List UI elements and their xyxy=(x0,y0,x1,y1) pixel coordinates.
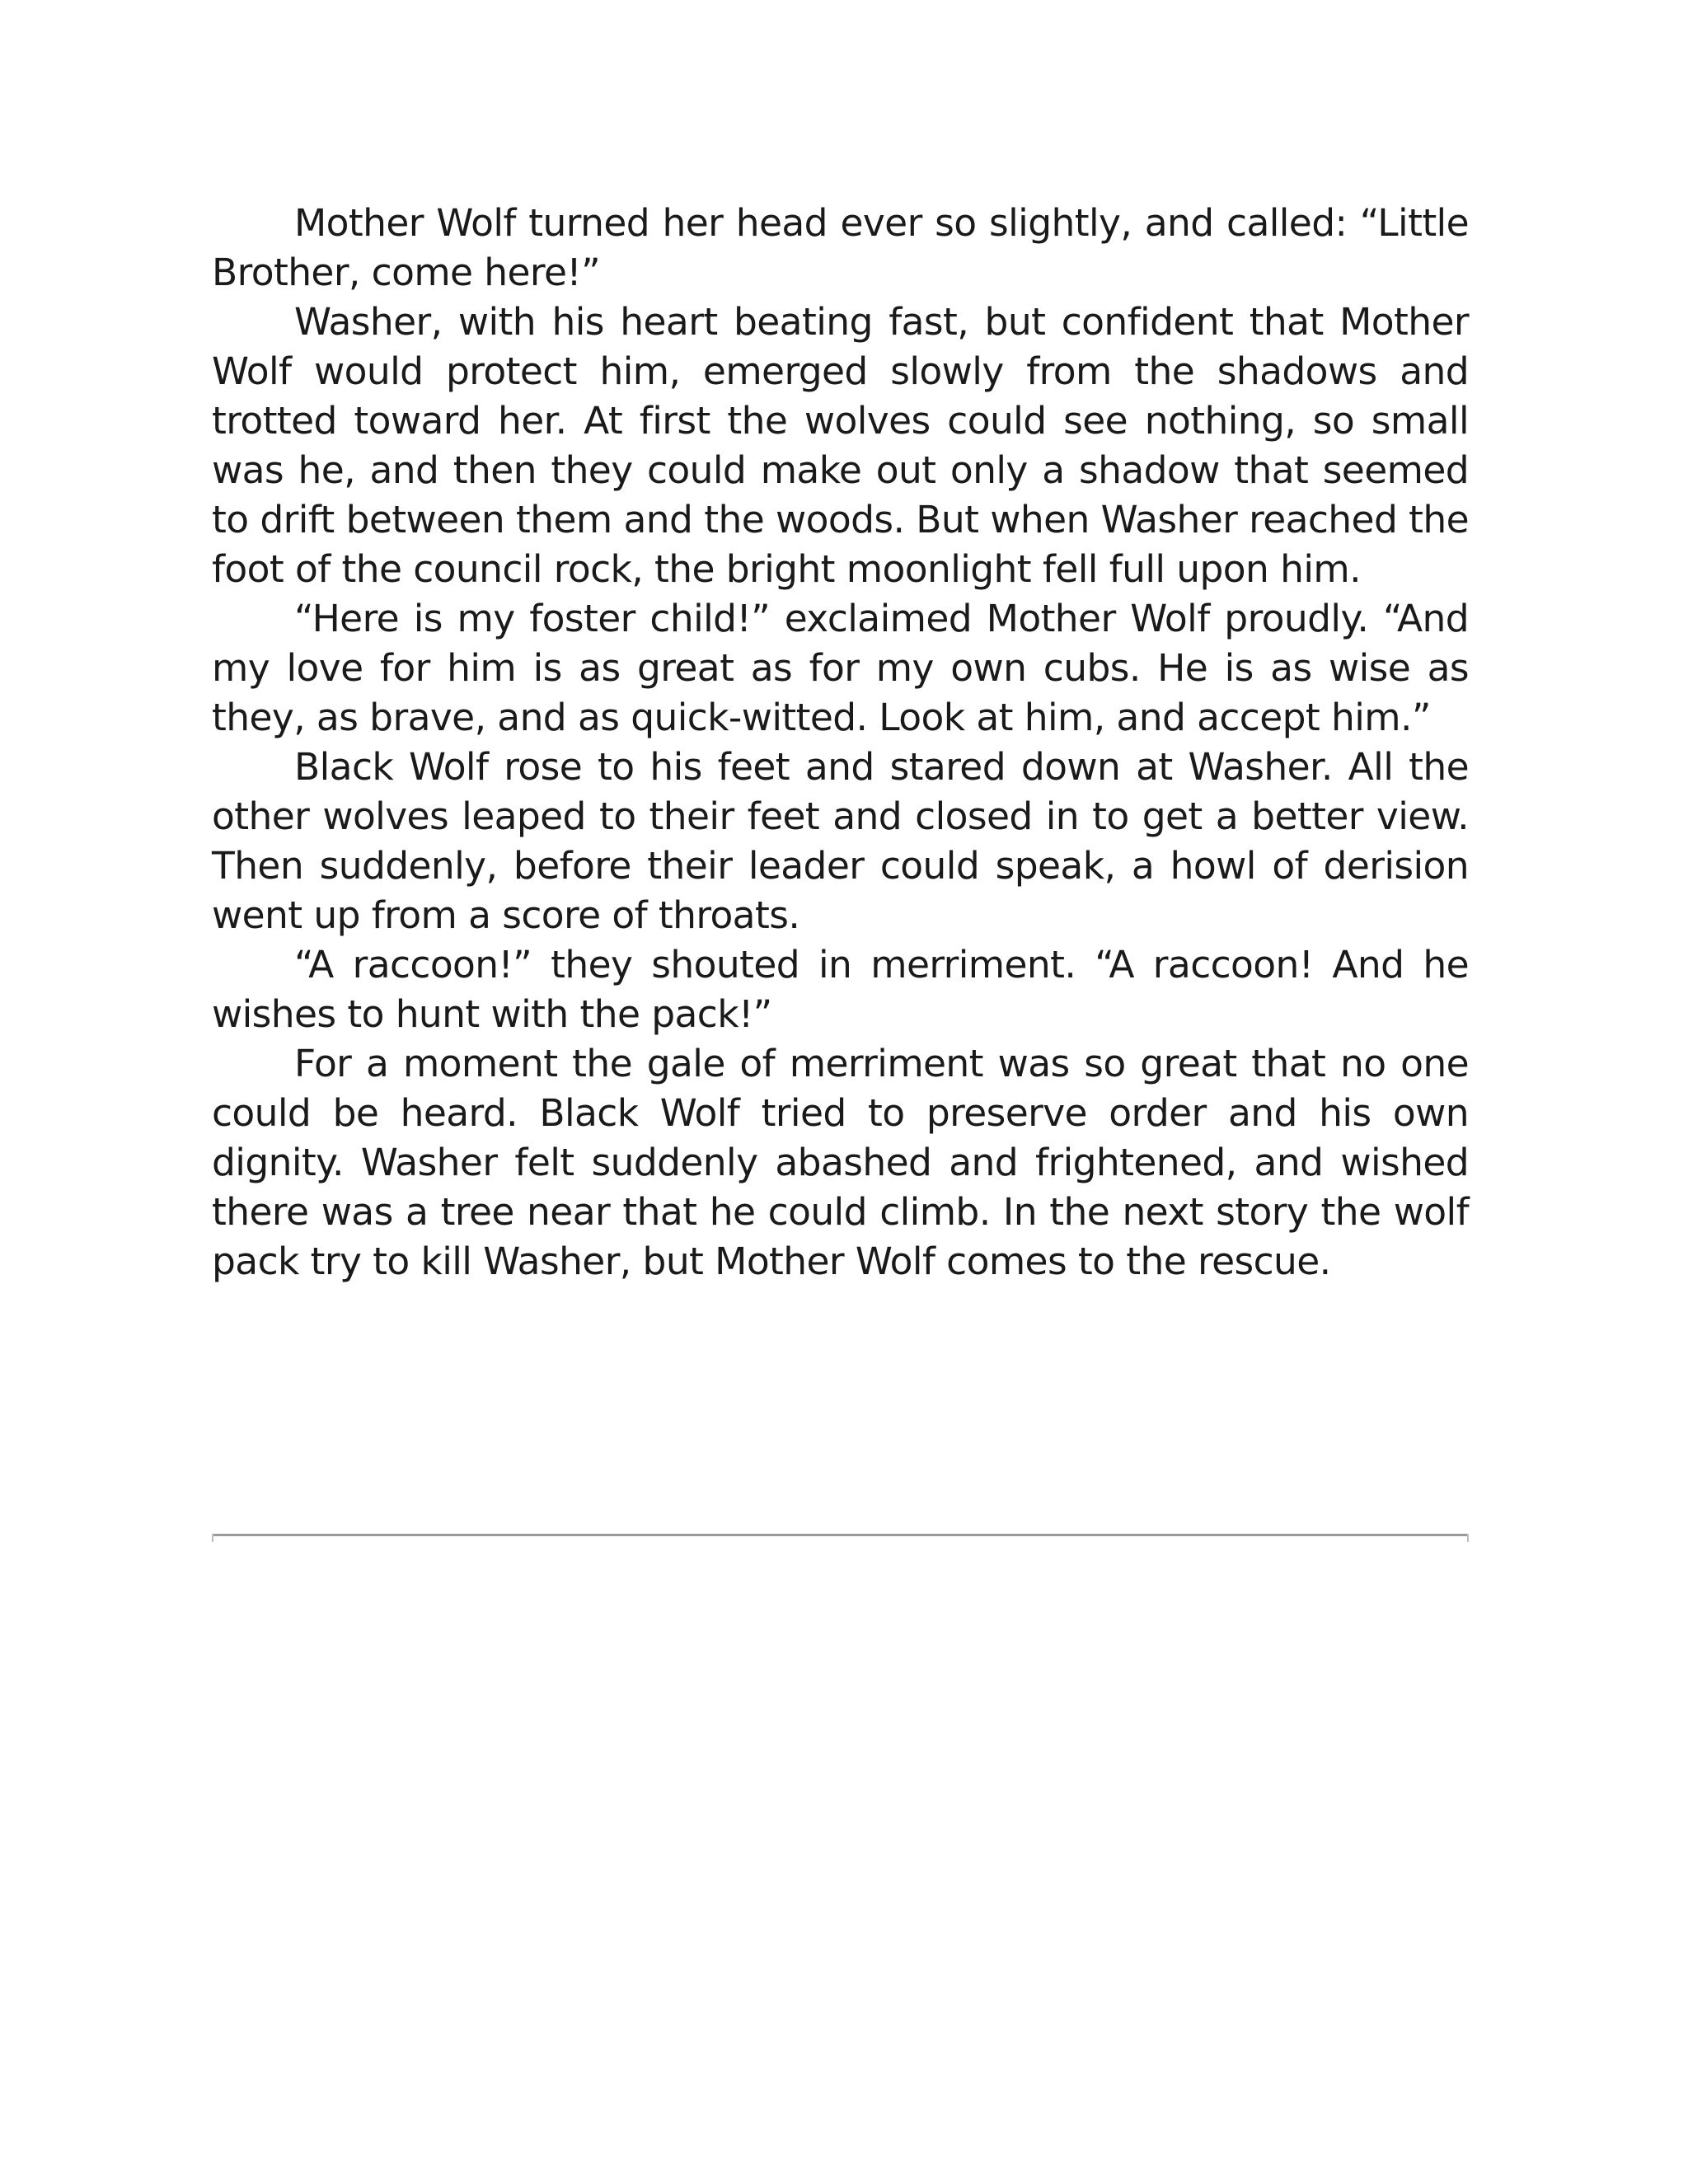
story-text xyxy=(212,199,1469,1286)
paragraph: Black Wolf rose to his feet and stared down at Washer. All the other wolves leaped to their feet and closed in to get a better view. Then suddenly, before their leader could speak, a howl of derision went up from a score of throats. xyxy=(212,745,1469,937)
paragraph: For a moment the gale of merriment was so great that no one could be heard. Black Wolf tried to preserve order and his own dignity. Washer felt suddenly abashed and frightened, and wished there was a tree near that he could climb. In the next story the wolf pack try to kill Washer, but Mother Wolf comes to the rescue. xyxy=(212,1042,1469,1283)
footnote-divider xyxy=(212,1534,1469,1536)
paragraph: Mother Wolf turned her head ever so slightly, and called: “Little Brother, come here!” xyxy=(212,201,1469,294)
paragraph: “Here is my foster child!” exclaimed Mother Wolf proudly. “And my love for him is as great as for my own cubs. He is as wise as they, as brave, and as quick-witted. Look at him, and accept him.” xyxy=(212,597,1469,739)
paragraph: “A raccoon!” they shouted in merriment. “A raccoon! And he wishes to hunt with the pack!” xyxy=(212,943,1469,1036)
paragraph: Washer, with his heart beating fast, but confident that Mother Wolf would protect him, emerged slowly from the shadows and trotted toward her. At first the wolves could see nothing, so small was he, and then they could make out only a shadow that seemed to drift between them and the woods. But when Washer reached the foot of the council rock, the bright moonlight fell full upon him. xyxy=(212,300,1469,591)
